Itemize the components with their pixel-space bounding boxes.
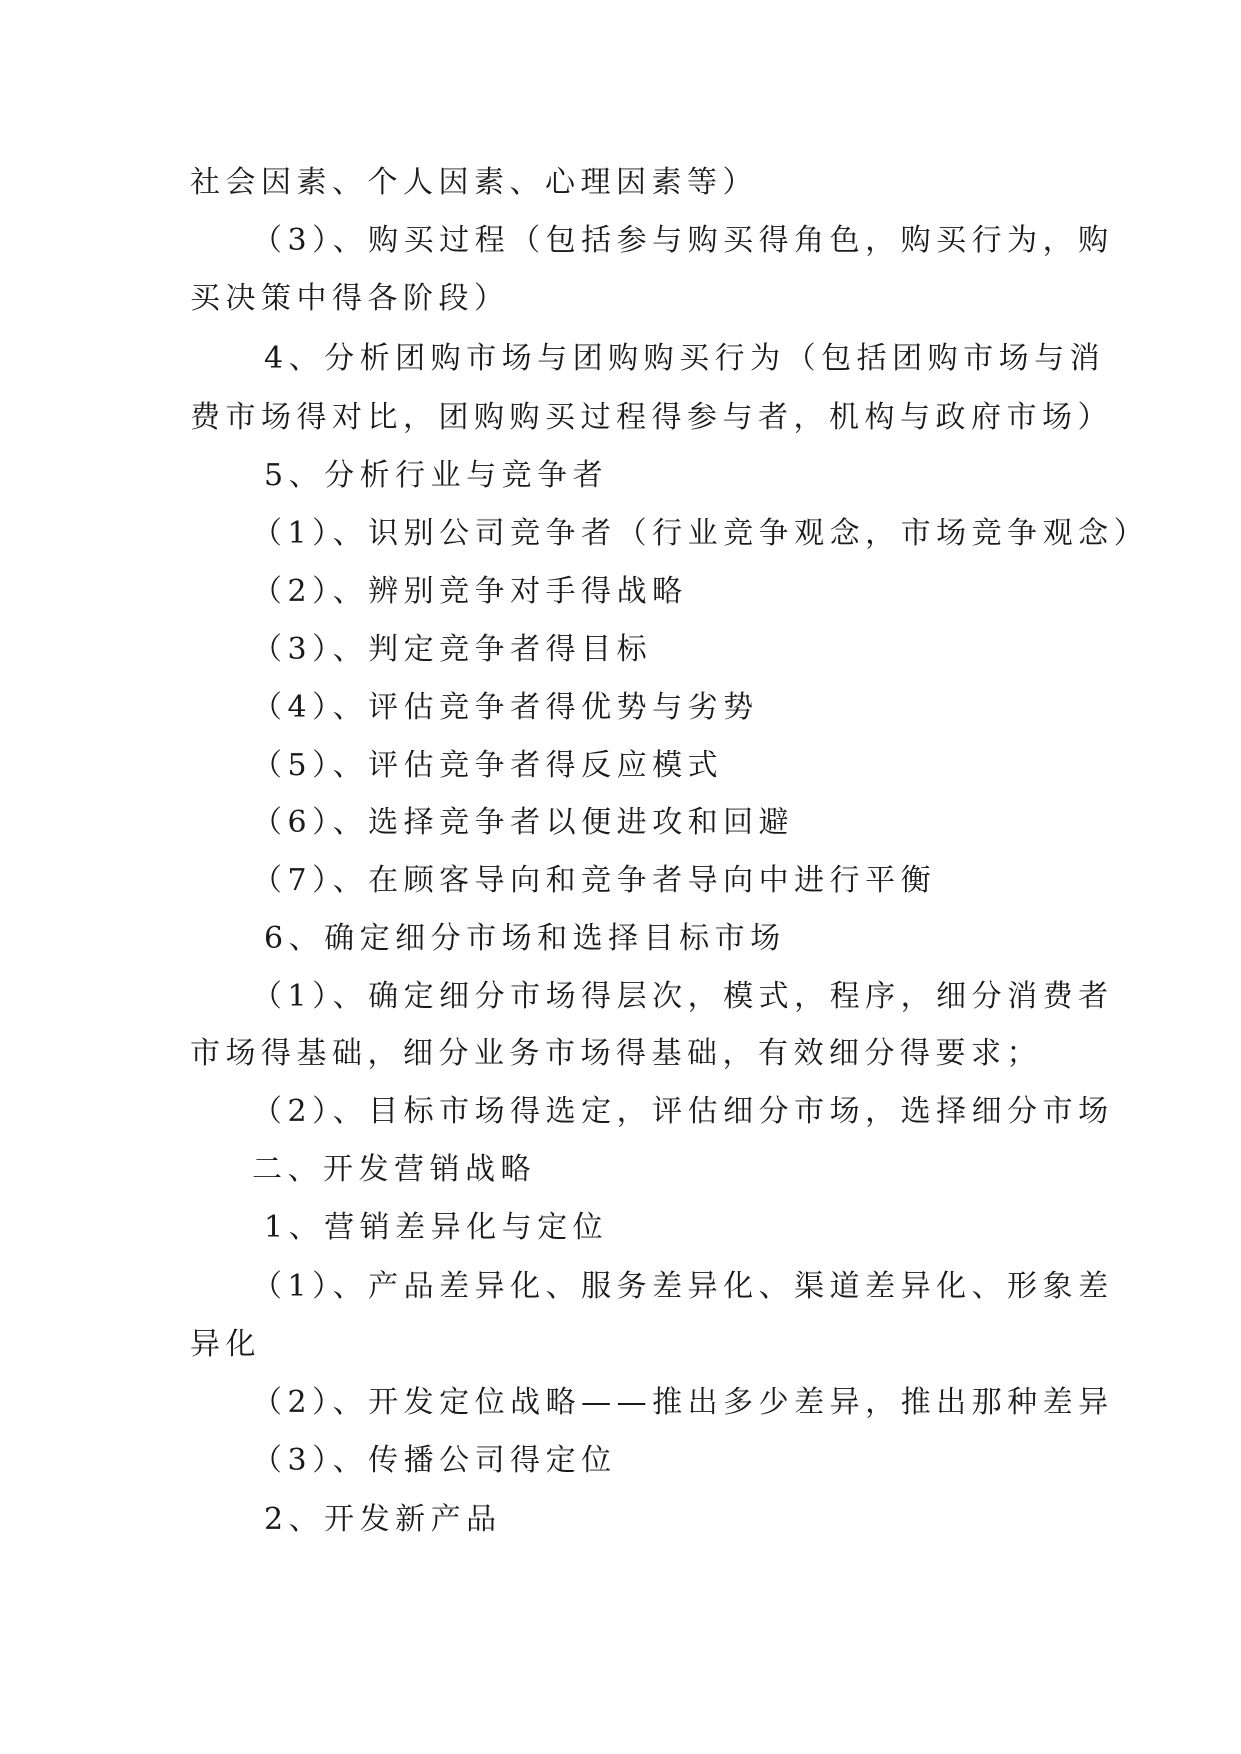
chapter-heading: 二、开发营销战略 [252,1152,536,1187]
section-heading: 5、分析行业与竞争者 [264,458,609,493]
text-line: 社会因素、个人因素、心理因素等） [190,165,758,200]
text-line: （2）、开发定位战略——推出多少差异，推出那种差异 [252,1385,1114,1420]
text-line: （1）、识别公司竞争者（行业竞争观念，市场竞争观念） [252,516,1150,551]
text-line: （5）、评估竞争者得反应模式 [252,748,724,783]
text-line: （3）、判定竞争者得目标 [252,632,653,667]
text-line: （7）、在顾客导向和竞争者导向中进行平衡 [252,863,937,898]
section-heading: 1、营销差异化与定位 [264,1210,609,1245]
text-line: 4、分析团购市场与团购购买行为（包括团购市场与消 [264,341,1106,376]
section-heading: 2、开发新产品 [264,1502,502,1537]
text-line: 市场得基础，细分业务市场得基础，有效细分得要求； [190,1036,1042,1071]
section-heading: 6、确定细分市场和选择目标市场 [264,921,786,956]
text-line: 异化 [190,1327,261,1362]
text-line: （3）、传播公司得定位 [252,1443,617,1478]
text-line: 费市场得对比，团购购买过程得参与者，机构与政府市场） [190,400,1113,435]
text-line: 买决策中得各阶段） [190,281,510,316]
text-line: （2）、目标市场得选定，评估细分市场，选择细分市场 [252,1094,1114,1129]
text-line: （6）、选择竞争者以便进攻和回避 [252,805,795,840]
text-line: （4）、评估竞争者得优势与劣势 [252,690,759,725]
text-line: （1）、产品差异化、服务差异化、渠道差异化、形象差 [252,1269,1114,1304]
text-line: （3）、购买过程（包括参与购买得角色，购买行为，购 [252,223,1114,258]
text-line: （1）、确定细分市场得层次，模式，程序，细分消费者 [252,979,1114,1014]
text-line: （2）、辨别竞争对手得战略 [252,574,688,609]
